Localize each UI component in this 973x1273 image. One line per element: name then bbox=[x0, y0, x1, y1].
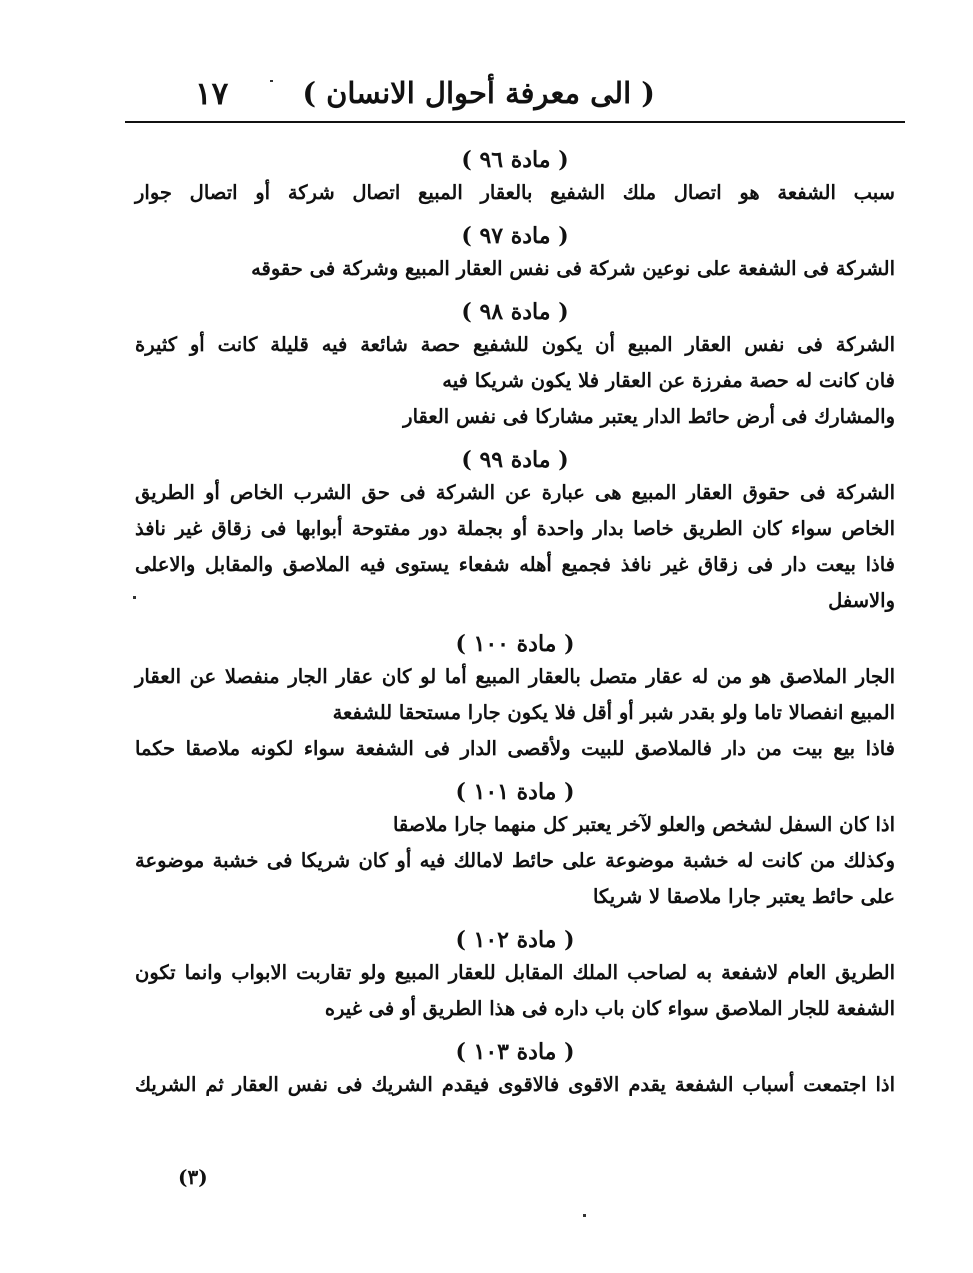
text-line: على حائط يعتبر جارا ملاصقا لا شريكا bbox=[592, 885, 895, 908]
text-line: فاذا بيعت دار فى زقاق غير نافذ فجميع أهله شفعاء يستوى فيه الملاصق والمقابل والاعلى bbox=[135, 553, 895, 576]
text-line: الشركة فى الشفعة على نوعين شركة فى نفس العقار المبيع وشركة فى حقوقه bbox=[251, 257, 895, 280]
scan-speck bbox=[583, 1214, 586, 1217]
text-line: والمشارك فى أرض حائط الدار يعتبر مشاركا فى نفس العقار bbox=[403, 405, 895, 428]
scan-speck bbox=[270, 80, 273, 82]
running-title: ( الى معرفة أحوال الانسان ) bbox=[302, 76, 655, 110]
article-heading: ( مادة ٩٦ ) bbox=[461, 147, 569, 173]
article-heading: ( مادة ٩٧ ) bbox=[461, 223, 569, 249]
text-line: سبب الشفعة هو اتصال ملك الشفيع بالعقار المبيع اتصال شركة أو اتصال جوار bbox=[135, 181, 895, 204]
article-heading: ( مادة ٩٨ ) bbox=[461, 299, 569, 325]
text-line: فاذا بيع بيت من دار فالملاصق للبيت ولأقصى الدار فى الشفعة سواء لكونه ملاصقا حكما bbox=[135, 737, 895, 760]
page-header bbox=[125, 72, 905, 116]
page-body bbox=[135, 145, 895, 1103]
text-line: والاسفل bbox=[828, 589, 895, 612]
article-heading: ( مادة ١٠٢ ) bbox=[455, 927, 575, 953]
text-line: الشركة فى نفس العقار المبيع أن يكون للشفيع حصة شائعة فيه قليلة كانت أو كثيرة bbox=[135, 333, 895, 356]
article-heading: ( مادة ١٠١ ) bbox=[455, 779, 575, 805]
article-heading: ( مادة ١٠٠ ) bbox=[455, 631, 575, 657]
text-line: المبيع انفصالا تاما ولو بقدر شبر أو أقل فلا يكون جارا مستحقا للشفعة bbox=[332, 701, 895, 724]
text-line: فان كانت له حصة مفرزة عن العقار فلا يكون شريكا فيه bbox=[442, 369, 895, 392]
text-line: الجار الملاصق هو من له عقار متصل بالعقار المبيع أما لو كان عقار الجار منفصلا عن العقار bbox=[135, 665, 895, 688]
text-line: اذا اجتمعت أسباب الشفعة يقدم الاقوى فالاقوى فيقدم الشريك فى نفس العقار ثم الشريك bbox=[135, 1073, 895, 1096]
text-line: وكذلك من كانت له خشبة موضوعة على حائط لامالك فيه أو كان شريكا فى خشبة موضوعة bbox=[135, 849, 895, 872]
scan-speck bbox=[133, 596, 136, 599]
header-rule bbox=[125, 121, 905, 123]
text-line: اذا كان السفل لشخص والعلو لآخر يعتبر كل منهما جارا ملاصقا bbox=[392, 813, 895, 836]
text-line: الشفعة للجار الملاصق سواء كان باب داره فى هذا الطريق أو فى غيره bbox=[324, 997, 895, 1020]
text-line: الخاص سواء كان الطريق خاصا بدار واحدة أو بجملة دور مفتوحة أبوابها فى زقاق غير نافذ bbox=[135, 517, 895, 540]
page-number: ١٧ bbox=[195, 76, 229, 112]
signature-mark: (٣) bbox=[178, 1165, 208, 1189]
text-line: الطريق العام لاشفعة به لصاحب الملك المقابل للعقار المبيع ولو تقاربت الابواب وانما تكون bbox=[135, 961, 895, 984]
text-line: الشركة فى حقوق العقار المبيع هى عبارة عن الشركة فى حق الشرب الخاص أو الطريق bbox=[135, 481, 895, 504]
article-heading: ( مادة ٩٩ ) bbox=[461, 447, 569, 473]
article-heading: ( مادة ١٠٣ ) bbox=[455, 1039, 575, 1065]
